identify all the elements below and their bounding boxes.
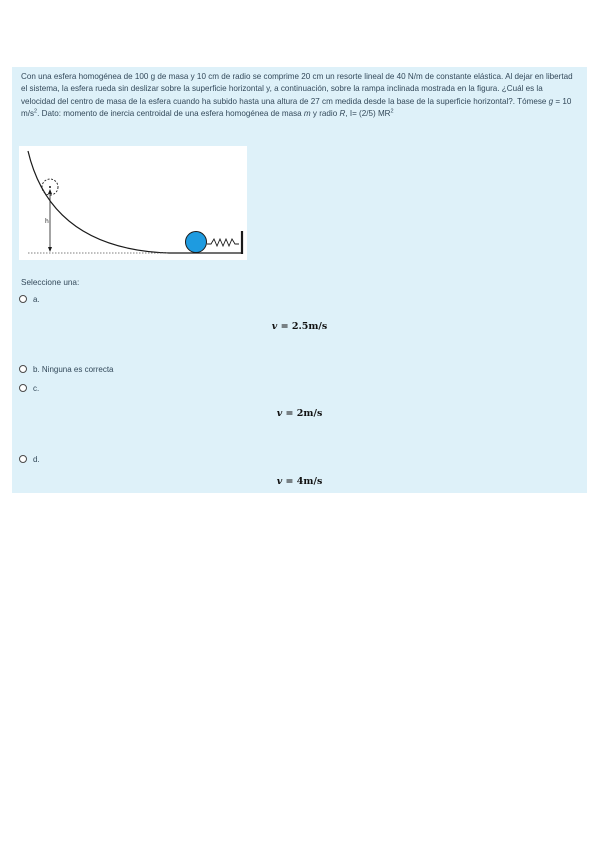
ball-top-center	[49, 186, 51, 188]
option-c[interactable]	[19, 381, 39, 395]
height-arrow-head-top	[48, 189, 52, 194]
height-arrow-head-bottom	[48, 247, 52, 252]
option-a-formula	[12, 321, 587, 332]
option-d-formula-rhs: = 4m/s	[282, 476, 323, 487]
select-label: Seleccione una:	[21, 278, 80, 287]
question-box	[12, 67, 587, 493]
option-c-formula	[12, 408, 587, 419]
option-a-formula-lhs: v	[271, 321, 278, 332]
g-exponent: 2	[34, 108, 38, 115]
option-b-label: b. Ninguna es correcta	[33, 364, 114, 374]
ramp-diagram	[19, 146, 247, 260]
option-c-label: c.	[33, 383, 40, 393]
option-a[interactable]	[19, 292, 40, 306]
option-d[interactable]	[19, 452, 40, 466]
g-value: = 10 m/s	[21, 96, 572, 118]
inertia-formula: , I= (2/5) MR	[345, 108, 391, 118]
height-label: h	[45, 218, 49, 225]
option-d-label: d.	[33, 454, 40, 464]
radio-option-a[interactable]	[19, 295, 27, 303]
m-symbol: m	[303, 108, 311, 118]
R-symbol: R	[339, 108, 346, 118]
question-text-part-1: Con una esfera homogénea de 100 g de masa y 10 cm de radio se comprime 20 cm un resorte lineal de 40 N/m de constante elástica. Al dejar en libertad el sistema, la esfera rueda sin deslizar sobre la superficie horizontal y, a continuación, sobre la rampa inclinada mostrada en la figura. ¿Cuál es la velocidad del centro de masa de la esfera cuando ha subido hasta una altura de 27 cm medida desde la base de la superficie horizontal?. Tómese	[21, 72, 573, 106]
problem-figure	[19, 146, 247, 260]
ramp-curve	[28, 151, 169, 253]
spring	[207, 239, 239, 246]
option-b[interactable]	[19, 362, 114, 376]
ball	[186, 232, 207, 253]
option-c-formula-lhs: v	[276, 408, 283, 419]
question-text	[21, 71, 577, 120]
radio-option-c[interactable]	[19, 384, 27, 392]
radio-option-d[interactable]	[19, 455, 27, 463]
question-text-part-3: y radio	[310, 108, 340, 118]
option-d-formula-lhs: v	[276, 476, 283, 487]
question-text-part-2: . Dato: momento de inercia centroidal de una esfera homogénea de masa	[37, 108, 304, 118]
option-c-formula-rhs: = 2m/s	[282, 408, 323, 419]
inertia-exponent: 2	[390, 108, 394, 115]
option-a-formula-rhs: = 2.5m/s	[277, 321, 328, 332]
option-a-label: a.	[33, 294, 40, 304]
g-symbol: g	[548, 96, 554, 106]
option-d-formula	[12, 476, 587, 487]
radio-option-b[interactable]	[19, 365, 27, 373]
